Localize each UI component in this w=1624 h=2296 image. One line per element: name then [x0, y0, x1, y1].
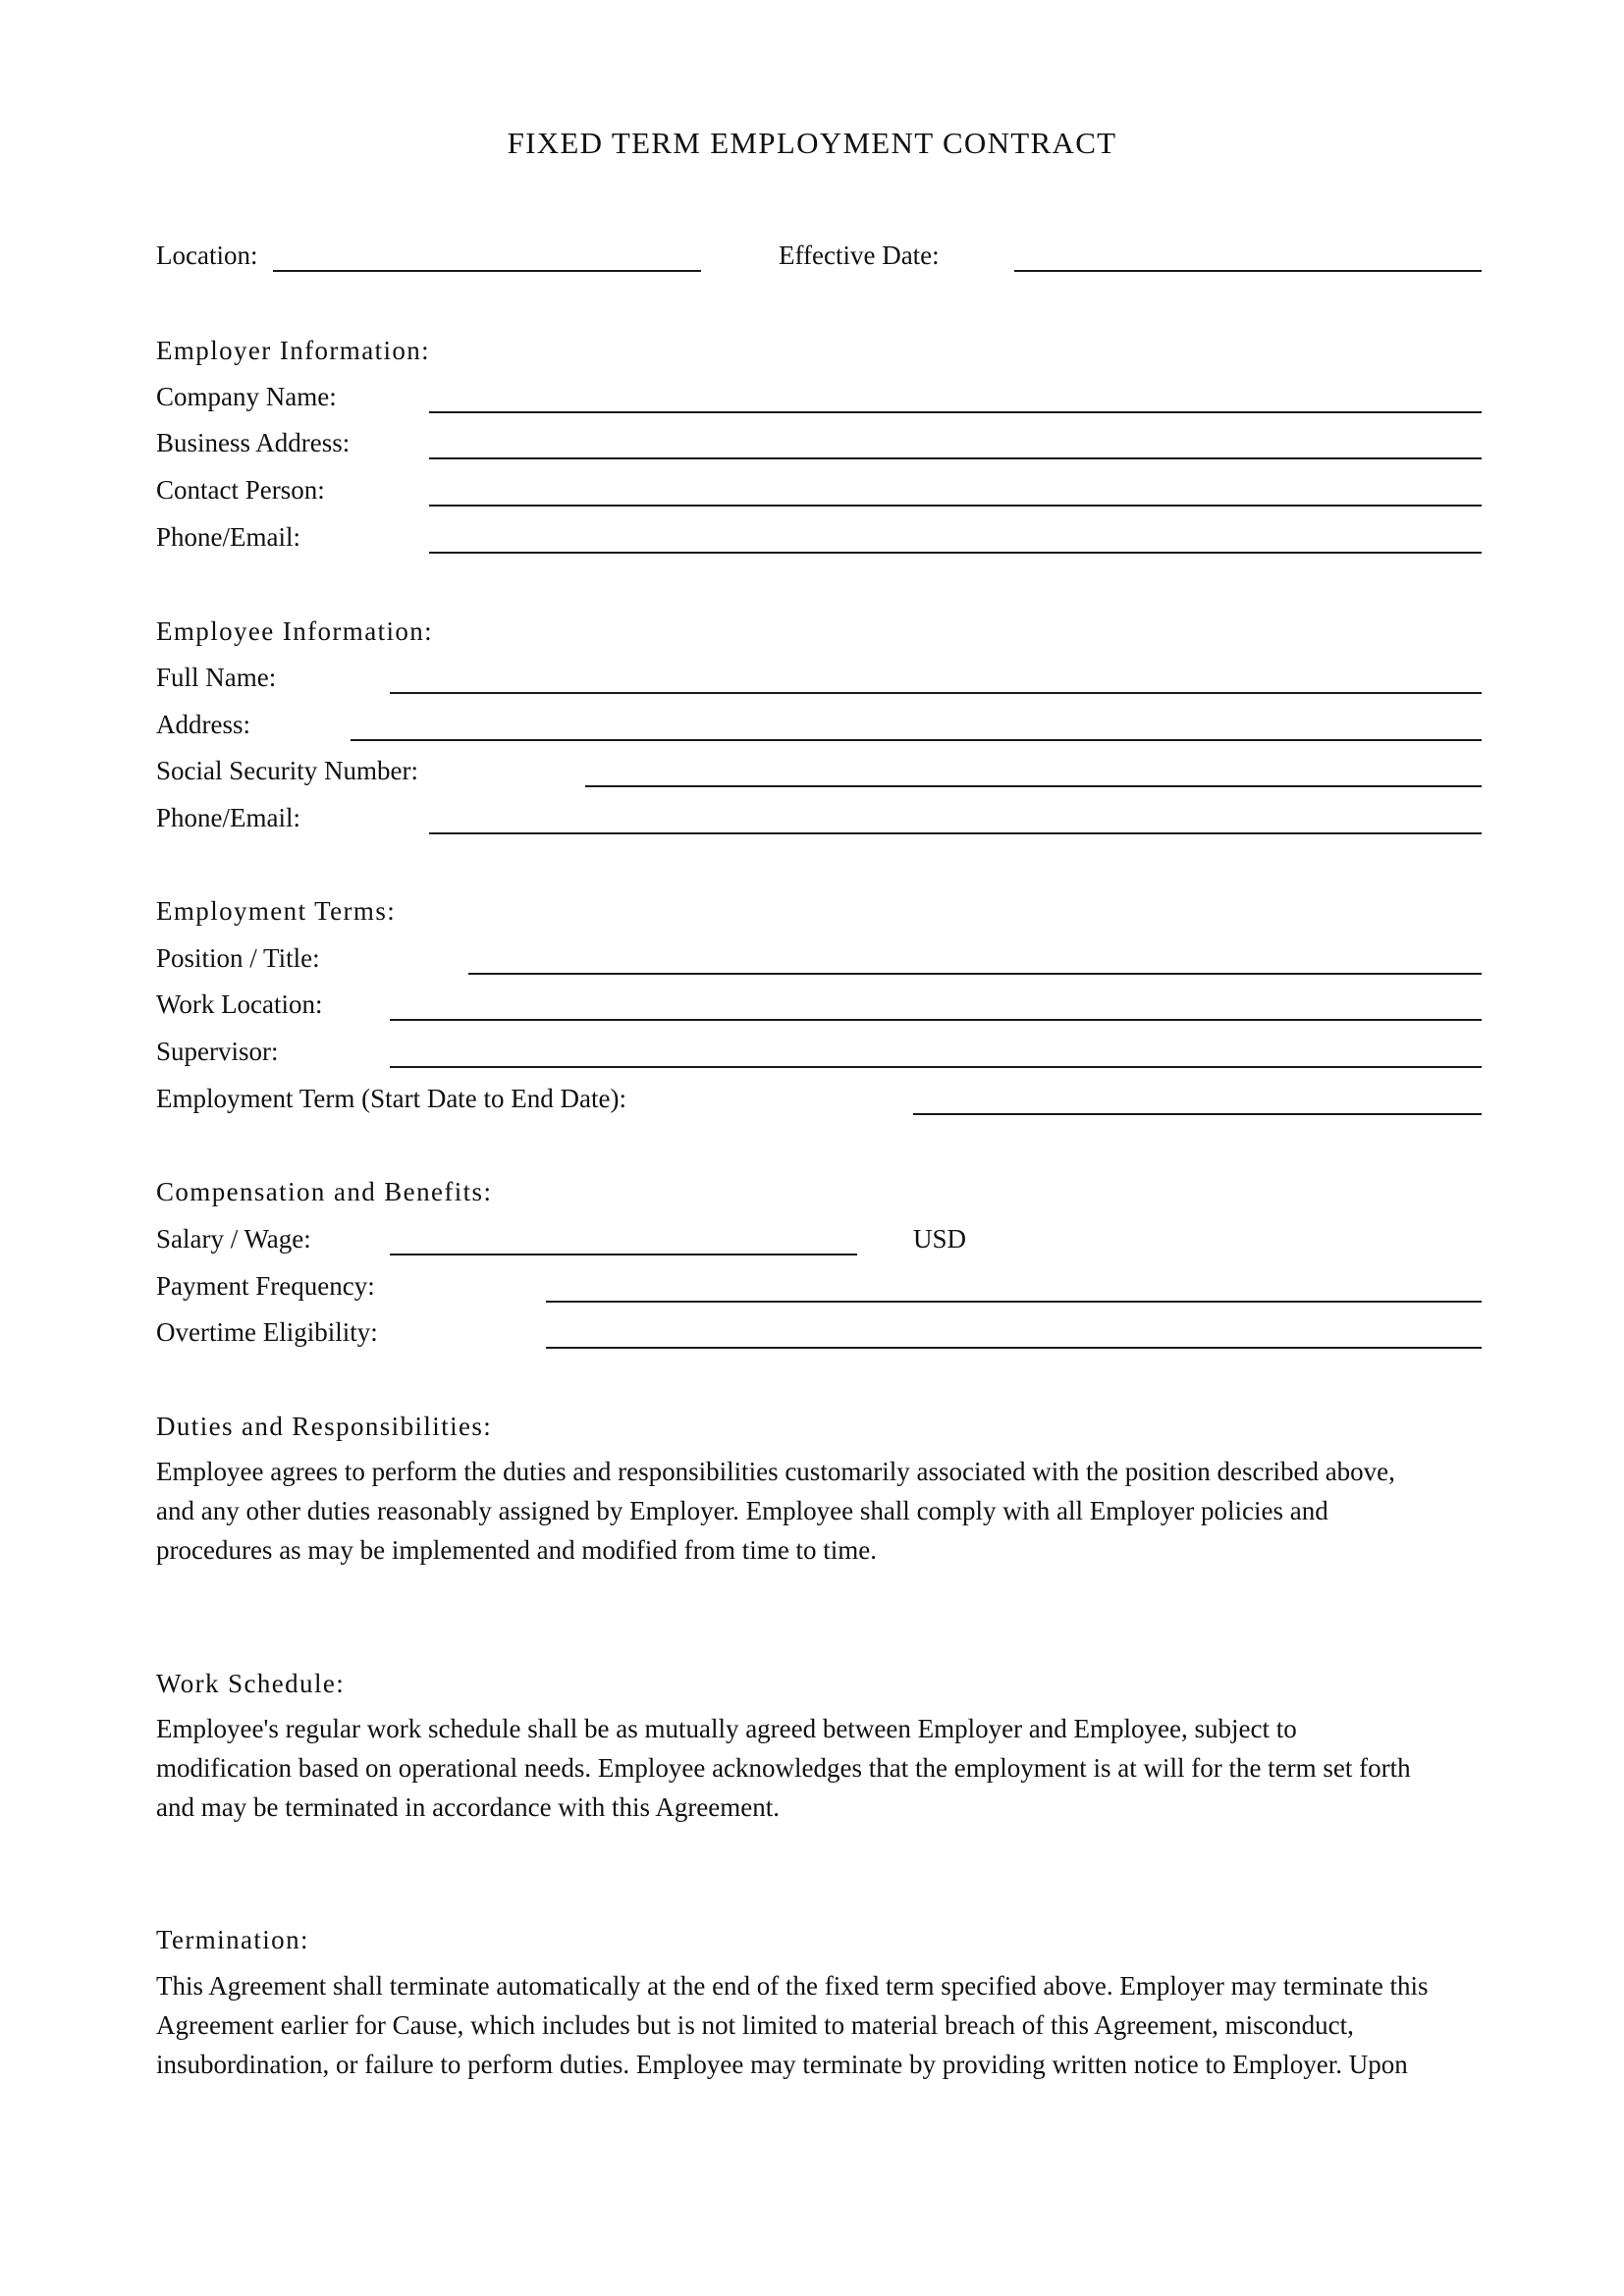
salary-wage-field-line[interactable]: [390, 1254, 857, 1255]
compensation-section-heading: Compensation and Benefits:: [156, 1177, 493, 1206]
company-name-label: Company Name:: [156, 382, 337, 411]
duties-line: Employee agrees to perform the duties and responsibilities customarily associated with the position described above,: [156, 1457, 1395, 1486]
duties-line: and any other duties reasonably assigned by Employer. Employee shall comply with all Employer policies and: [156, 1496, 1328, 1525]
ssn-label: Social Security Number:: [156, 756, 418, 785]
contact-person-field-line[interactable]: [429, 505, 1482, 507]
work-location-label: Work Location:: [156, 989, 323, 1019]
duties-section-heading: Duties and Responsibilities:: [156, 1412, 493, 1441]
schedule-line: Employee's regular work schedule shall be as mutually agreed between Employer and Employee, subject to: [156, 1714, 1297, 1743]
duties-line: procedures as may be implemented and modified from time to time.: [156, 1535, 878, 1565]
overtime-eligibility-field-line[interactable]: [546, 1347, 1482, 1349]
duties-paragraph: [156, 1452, 1491, 1570]
location-field-line[interactable]: [273, 270, 701, 272]
location-label: Location:: [156, 240, 258, 270]
contact-person-label: Contact Person:: [156, 475, 325, 505]
company-name-field-line[interactable]: [429, 411, 1482, 413]
overtime-eligibility-label: Overtime Eligibility:: [156, 1317, 378, 1347]
supervisor-field-line[interactable]: [390, 1066, 1482, 1068]
schedule-paragraph: [156, 1709, 1491, 1827]
termination-line: Agreement earlier for Cause, which includes but is not limited to material breach of this Agreement, misconduct,: [156, 2010, 1354, 2040]
employment-term-label: Employment Term (Start Date to End Date):: [156, 1084, 626, 1113]
position-title-label: Position / Title:: [156, 943, 320, 973]
termination-section-heading: Termination:: [156, 1925, 309, 1954]
schedule-line: modification based on operational needs. Employee acknowledges that the employment is at will for the term set forth: [156, 1753, 1411, 1783]
supervisor-label: Supervisor:: [156, 1037, 279, 1066]
currency-label: USD: [913, 1224, 967, 1254]
business-address-label: Business Address:: [156, 428, 351, 457]
schedule-section-heading: Work Schedule:: [156, 1669, 346, 1698]
employee-address-field-line[interactable]: [351, 739, 1482, 741]
employment-term-field-line[interactable]: [913, 1113, 1482, 1115]
schedule-line: and may be terminated in accordance with this Agreement.: [156, 1792, 781, 1822]
employee-phone-email-label: Phone/Email:: [156, 803, 300, 832]
ssn-field-line[interactable]: [585, 785, 1482, 787]
payment-frequency-field-line[interactable]: [546, 1301, 1482, 1303]
employee-address-label: Address:: [156, 710, 250, 739]
payment-frequency-label: Payment Frequency:: [156, 1271, 375, 1301]
termination-line: This Agreement shall terminate automatically at the end of the fixed term specified above. Employer may terminate this: [156, 1971, 1429, 2001]
termination-line: insubordination, or failure to perform duties. Employee may terminate by providing written notice to Employer. Upon: [156, 2050, 1408, 2079]
employee-phone-email-field-line[interactable]: [429, 832, 1482, 834]
business-address-field-line[interactable]: [429, 457, 1482, 459]
document-title: FIXED TERM EMPLOYMENT CONTRACT: [507, 126, 1117, 160]
full-name-label: Full Name:: [156, 663, 277, 692]
employer-phone-email-label: Phone/Email:: [156, 522, 300, 552]
position-title-field-line[interactable]: [468, 973, 1482, 975]
employer-phone-email-field-line[interactable]: [429, 552, 1482, 554]
employee-section-heading: Employee Information:: [156, 616, 434, 646]
effective-date-label: Effective Date:: [779, 240, 940, 270]
terms-section-heading: Employment Terms:: [156, 896, 397, 926]
salary-wage-label: Salary / Wage:: [156, 1224, 311, 1254]
termination-paragraph: [156, 1966, 1491, 2084]
work-location-field-line[interactable]: [390, 1019, 1482, 1021]
effective-date-field-line[interactable]: [1014, 270, 1482, 272]
full-name-field-line[interactable]: [390, 692, 1482, 694]
employer-section-heading: Employer Information:: [156, 336, 431, 365]
